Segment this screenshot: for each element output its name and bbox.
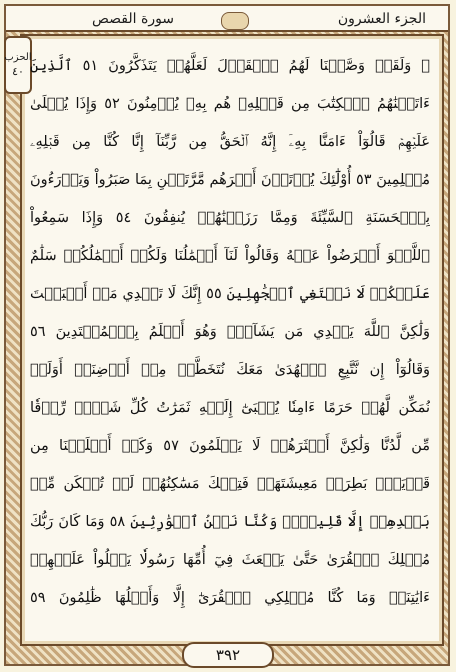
hizb-marker <box>4 36 32 94</box>
page-number-cartouche <box>182 642 274 668</box>
text-line: ءَايَٰتِنَاۚ وَمَا كُنَّا مُهۡلِكِي ٱلۡقُرَىٰٓ إِلَّا وَأَهۡلُهَا ظَٰلِمُونَ ٥٩ <box>30 590 430 606</box>
juz-title: الجزء العشرون <box>337 11 426 27</box>
text-line: وَلَٰكِنَّ ٱللَّهَ يَهۡدِي مَن يَشَآءُۚ وَهُوَ أَعۡلَمُ بِٱلۡمُهۡتَدِينَ ٥٦ <box>30 324 430 340</box>
text-line: بِٱلۡحَسَنَةِ ٱلسَّيِّئَةَ وَمِمَّا رَزَقۡنَٰهُمۡ يُنفِقُونَ ٥٤ وَإِذَا سَمِعُواْ <box>30 210 430 226</box>
text-line: ءَاتَيۡنَٰهُمُ ٱلۡكِتَٰبَ مِن قَبۡلِهِۦ هُم بِهِۦ يُؤۡمِنُونَ ٥٢ وَإِذَا يُتۡلَىٰ <box>30 96 430 112</box>
text-line: عَلَيۡكُمۡ لَا نَبۡتَغِي ٱلۡجَٰهِلِينَ ٥٥ إِنَّكَ لَا تَهۡدِي مَنۡ أَحۡبَبۡتَ <box>30 286 430 302</box>
header-ornament-icon <box>221 12 249 30</box>
text-line: قَرۡيَةِۭ بَطِرَتۡ مَعِيشَتَهَاۖ فَتِلۡكَ مَسَٰكِنُهُمۡ لَمۡ تُسۡكَن مِّنۢ <box>30 476 430 492</box>
text-line: مِّن لَّدُنَّا وَلَٰكِنَّ أَكۡثَرَهُمۡ لَا يَعۡلَمُونَ ٥٧ وَكَمۡ أَهۡلَكۡنَا مِن <box>30 438 430 454</box>
surah-title: سورة القصص <box>92 11 175 27</box>
text-line: مُهۡلِكَ ٱلۡقُرَىٰ حَتَّىٰ يَبۡعَثَ فِيٓ أُمِّهَا رَسُولٗا يَتۡلُواْ عَلَيۡهِمۡ <box>30 552 430 568</box>
text-line: مُسۡلِمِينَ ٥٣ أُوْلَٰٓئِكَ يُؤۡتَوۡنَ أَجۡرَهُم مَّرَّتَيۡنِ بِمَا صَبَرُواْ وَيَدۡرَءُونَ <box>30 172 430 188</box>
verse-text-block <box>30 48 430 628</box>
text-line: نُمَكِّن لَّهُمۡ حَرَمًا ءَامِنٗا يُجۡبَىٰٓ إِلَيۡهِ ثَمَرَٰتُ كُلِّ شَيۡءٖ رِّزۡقٗا <box>30 400 430 416</box>
hizb-number: ٤٠ <box>12 65 24 78</box>
hizb-label: الحزب <box>4 52 32 63</box>
text-line: ۞ وَلَقَدۡ وَصَّلۡنَا لَهُمُ ٱلۡقَوۡلَ لَعَلَّهُمۡ يَتَذَكَّرُونَ ٥١ ٱلَّذِينَ <box>30 58 430 74</box>
text-line: عَلَيۡهِمۡ قَالُوٓاْ ءَامَنَّا بِهِۦٓ إِنَّهُ ٱلۡحَقُّ مِن رَّبِّنَآ إِنَّا كُنَّا مِن قَبۡلِهِۦ <box>30 134 430 150</box>
text-line: بَعۡدِهِمۡ إِلَّا قَلِيلٗاۖ وَكُنَّا نَحۡنُ ٱلۡوَٰرِثِينَ ٥٨ وَمَا كَانَ رَبُّكَ <box>30 514 430 530</box>
text-line: ٱللَّغۡوَ أَعۡرَضُواْ عَنۡهُ وَقَالُواْ لَنَآ أَعۡمَٰلُنَا وَلَكُمۡ أَعۡمَٰلُكُمۡ سَلَٰمٌ <box>30 248 430 264</box>
page-number: ٣٩٢ <box>215 646 241 664</box>
text-line: وَقَالُوٓاْ إِن نَّتَّبِعِ ٱلۡهُدَىٰ مَعَكَ نُتَخَطَّفۡ مِنۡ أَرۡضِنَآۚ أَوَلَمۡ <box>30 362 430 378</box>
page-header <box>6 6 448 32</box>
